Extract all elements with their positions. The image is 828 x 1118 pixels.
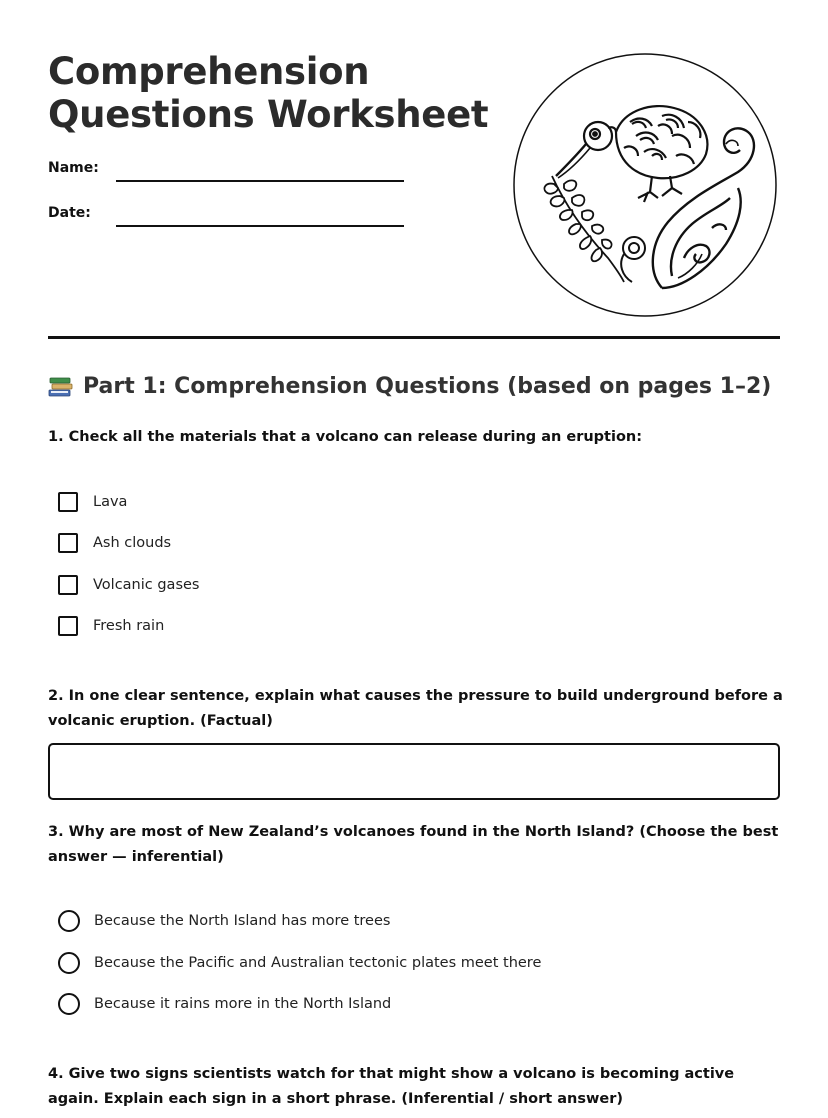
title-line-1: Comprehension [48, 50, 370, 93]
radio-button[interactable] [58, 993, 80, 1015]
option-label: Fresh rain [93, 618, 165, 634]
question-1: 1. Check all the materials that a volcano can release during an eruption: [48, 429, 643, 445]
title-line-2: Questions Worksheet [48, 93, 489, 136]
q1-option-lava[interactable] [58, 492, 127, 512]
worksheet-title [48, 50, 488, 136]
q3-option-tectonic-plates[interactable] [58, 952, 541, 974]
section-divider [48, 336, 780, 339]
part-1-heading [48, 374, 771, 399]
q1-option-ash-clouds[interactable] [58, 533, 171, 553]
checkbox[interactable] [58, 533, 78, 553]
option-label: Ash clouds [93, 535, 172, 551]
date-field[interactable] [116, 225, 404, 227]
option-label: Lava [93, 494, 128, 510]
option-label: Because it rains more in the North Island [94, 996, 392, 1012]
q1-option-fresh-rain[interactable] [58, 616, 164, 636]
date-label: Date: [48, 205, 91, 221]
checkbox[interactable] [58, 575, 78, 595]
q3-option-more-trees[interactable] [58, 910, 390, 932]
question-4: 4. Give two signs scientists watch for that might show a volcano is becoming active again. Explain each sign in a short phrase. (Inferential / short answer) [48, 1066, 735, 1107]
option-label: Because the North Island has more trees [94, 913, 391, 929]
books-icon [48, 375, 74, 399]
option-label: Because the Pacific and Australian tectonic plates meet there [94, 955, 542, 971]
radio-button[interactable] [58, 952, 80, 974]
radio-button[interactable] [58, 910, 80, 932]
name-field[interactable] [116, 180, 404, 182]
name-label: Name: [48, 160, 99, 176]
kiwi-bird-fern-emblem-icon [512, 52, 778, 318]
q3-option-more-rain[interactable] [58, 993, 391, 1015]
q2-answer-box[interactable] [48, 743, 780, 800]
question-3: 3. Why are most of New Zealand’s volcanoes found in the North Island? (Choose the best answer — inferential) [48, 824, 779, 865]
option-label: Volcanic gases [93, 577, 200, 593]
checkbox[interactable] [58, 616, 78, 636]
question-2: 2. In one clear sentence, explain what causes the pressure to build underground before a volcanic eruption. (Factual) [48, 688, 783, 729]
part-1-heading-text: Part 1: Comprehension Questions (based on pages 1–2) [83, 374, 772, 399]
checkbox[interactable] [58, 492, 78, 512]
q1-option-volcanic-gases[interactable] [58, 575, 199, 595]
